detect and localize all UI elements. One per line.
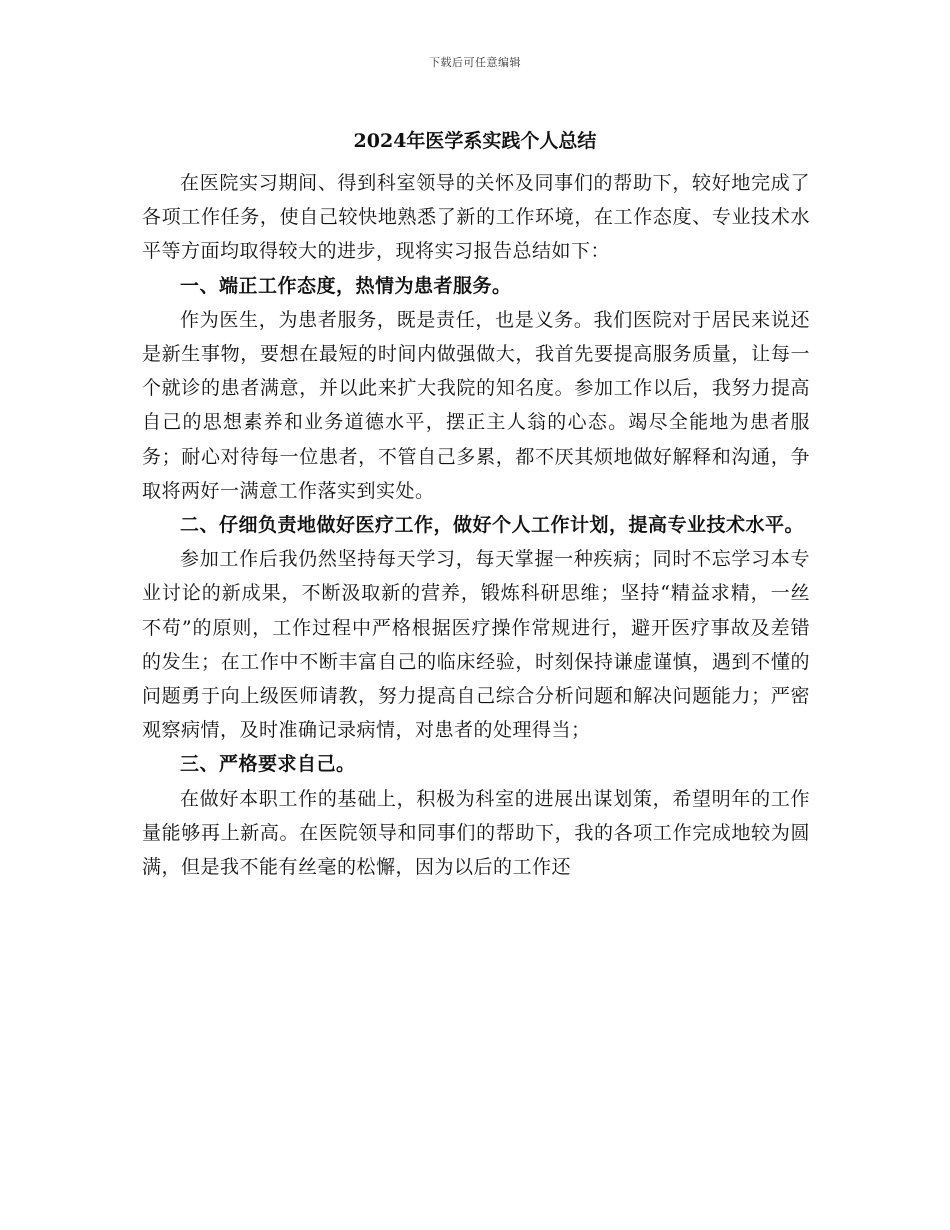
header-note: 下载后可任意编辑 bbox=[429, 56, 521, 69]
section-heading-1: 一、端正工作态度，热情为患者服务。 bbox=[180, 274, 512, 297]
document-title: 2024年医学系实践个人总结 bbox=[353, 130, 597, 152]
section-paragraph-1: 作为医生，为患者服务，既是责任，也是义务。我们医院对于居民来说还是新生事物，要想在最短的时间内做强做大，我首先要提高服务质量，让每一个就诊的患者满意，并以此来扩大我院的知名度。参加工作以后，我努力提高自己的思想素养和业务道德水平，摆正主人翁的心态。竭尽全能地为患者服务；耐心对待每一位患者，不管自己多累，都不厌其烦地做好解释和沟通，争取将两好一满意工作落实到实处。 bbox=[142, 308, 810, 502]
document-body bbox=[142, 166, 810, 884]
section-heading-2: 二、仔细负责地做好医疗工作，做好个人工作计划，提高专业技术水平。 bbox=[180, 514, 805, 537]
section-heading-3: 三、严格要求自己。 bbox=[180, 753, 356, 776]
section-paragraph-3: 在做好本职工作的基础上，积极为科室的进展出谋划策，希望明年的工作量能够再上新高。在医院领导和同事们的帮助下，我的各项工作完成地较为圆满，但是我不能有丝毫的松懈，因为以后的工作还 bbox=[142, 787, 810, 879]
intro-paragraph: 在医院实习期间、得到科室领导的关怀及同事们的帮助下，较好地完成了各项工作任务，使自己较快地熟悉了新的工作环境，在工作态度、专业技术水平等方面均取得较大的进步，现将实习报告总结如下： bbox=[142, 172, 810, 263]
section-paragraph-2: 参加工作后我仍然坚持每天学习，每天掌握一种疾病；同时不忘学习本专业讨论的新成果，不断汲取新的营养，锻炼科研思维；坚持“精益求精，一丝不苟”的原则，工作过程中严格根据医疗操作常规进行，避开医疗事故及差错的发生；在工作中不断丰富自己的临床经验，时刻保持谦虚谨慎，遇到不懂的问题勇于向上级医师请教，努力提高自己综合分析问题和解决问题能力；严密观察病情，及时准确记录病情，对患者的处理得当； bbox=[142, 548, 810, 742]
